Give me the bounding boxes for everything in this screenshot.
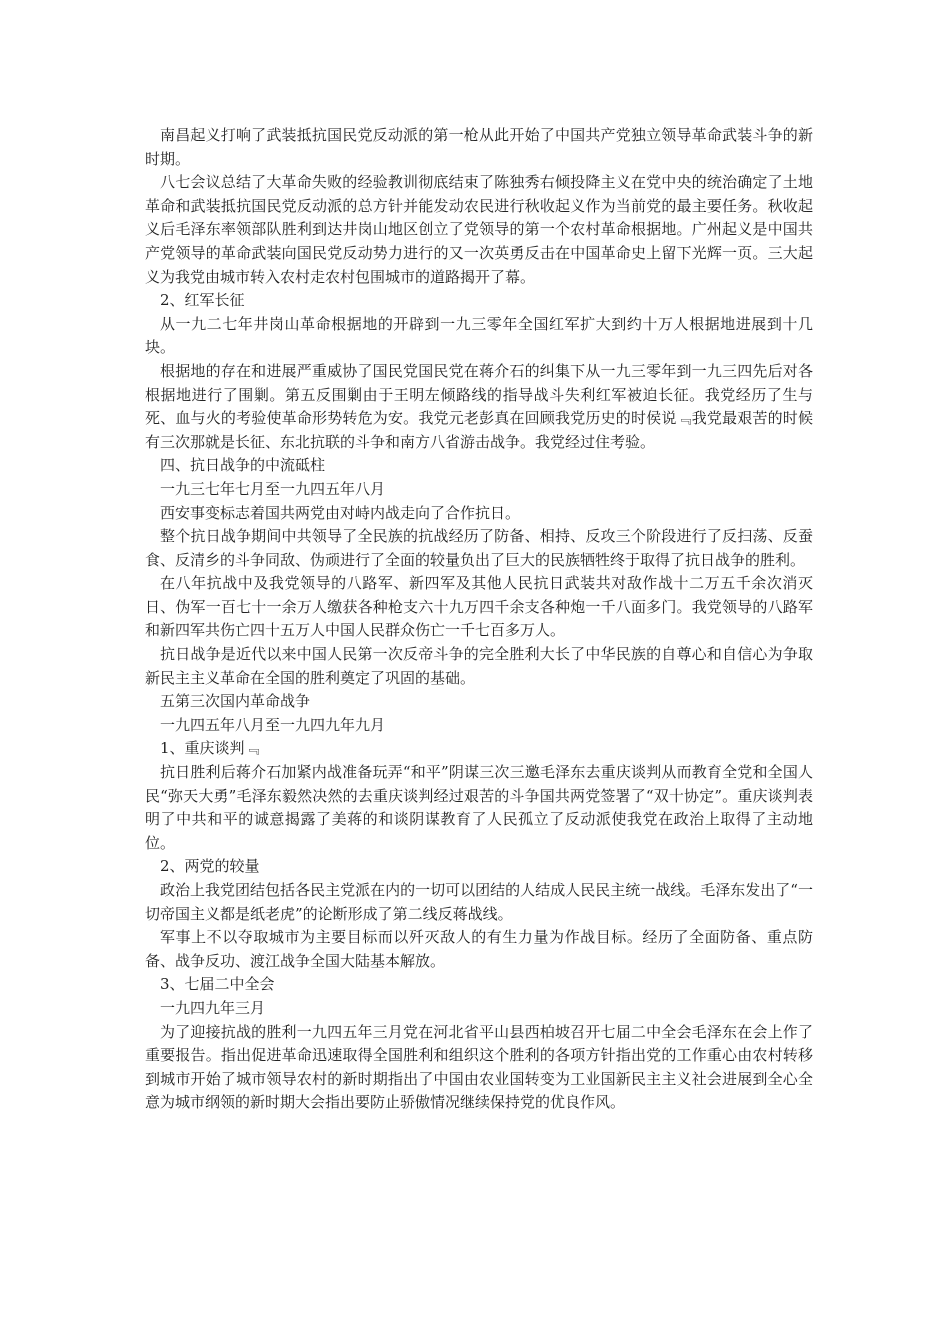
section-heading-third-civil-war: 五第三次国内革命战争 — [160, 692, 311, 711]
date-range-third-civil-war: 一九四五年八月至一九四九年九月 — [160, 715, 386, 734]
paragraph-august-seventh-meeting: 八七会议总结了大革命失败的经验教训彻底结束了陈独秀右倾投降主义在党中央的统治确定了土地革命和武装抵抗国民党反动派的总方针并能发动农民进行秋收起义作为当前党的最主要任务。秋收起义后毛泽东率领部队胜利到达井岗山地区创立了党领导的第一个农村革命根据地。广州起义是中国共产党领导的革命武装向国民党反动势力进行的又一次英勇反击在中国革命史上留下光辉一页。三大起义为我党由城市转入农村走农村包围城市的道路揭开了幕。 — [145, 173, 813, 286]
section-heading-anti-japanese-war: 四、抗日战争的中流砥柱 — [160, 456, 326, 475]
paragraph-second-plenary: 为了迎接抗战的胜利一九四五年三月党在河北省平山县西柏坡召开七届二中全会毛泽东在会上作了重要报告。指出促进革命迅速取得全国胜利和组织这个胜利的各项方针指出党的工作重心由农村转移到城市开始了城市领导农村的新时期指出了中国由农业国转变为工业国新民主主义社会进展到全心全意为城市纲领的新时期大会指出要防止骄傲情况继续保持党的优良作风。 — [145, 1022, 813, 1112]
date-second-plenary: 一九四九年三月 — [160, 998, 266, 1017]
subheading-chongqing-negotiation: 1、重庆谈判﹃ — [160, 739, 260, 758]
paragraph-victory-significance: 抗日战争是近代以来中国人民第一次反帝斗争的完全胜利大长了中华民族的自尊心和自信心为争取新民主主义革命在全国的胜利奠定了巩固的基础。 — [145, 645, 813, 687]
paragraph-chongqing-negotiation: 抗日胜利后蒋介石加紧内战准备玩弄“和平”阴谋三次三邀毛泽东去重庆谈判从而教育全党和全国人民“弥天大勇”毛泽东毅然决然的去重庆谈判经过艰苦的斗争国共两党签署了“双十协定”。重庆谈判表明了中共和平的诚意揭露了美蒋的和谈阴谋教育了人民孤立了反动派使我党在政治上取得了主动地位。 — [145, 763, 813, 852]
document-body — [145, 124, 813, 1115]
paragraph-xian-incident: 西安事变标志着国共两党由对峙内战走向了合作抗日。 — [160, 503, 521, 522]
paragraph-base-expansion: 从一九二七年井岗山革命根据地的开辟到一九三零年全国红军扩大到约十万人根据地进展到十几块。 — [145, 314, 813, 357]
subheading-two-parties-contest: 2、两党的较量 — [160, 857, 260, 876]
subheading-second-plenary: 3、七届二中全会 — [160, 975, 275, 994]
paragraph-three-stages: 整个抗日战争期间中共领导了全民族的抗战经历了防备、相持、反攻三个阶段进行了反扫荡、反蚕食、反清乡的斗争同敌、伪顽进行了全面的较量负出了巨大的民族牺牲终于取得了抗日战争的胜利。 — [145, 527, 813, 569]
date-range-anti-japanese-war: 一九三七年七月至一九四五年八月 — [160, 479, 386, 498]
paragraph-nanchang-uprising: 南昌起义打响了武装抵抗国民党反动派的第一枪从此开始了中国共产党独立领导革命武装斗争的新时期。 — [145, 126, 813, 168]
paragraph-encirclement: 根据地的存在和进展严重威协了国民党国民党在蒋介石的纠集下从一九三零年到一九三四先后对各根据地进行了围剿。第五反围剿由于王明左倾路线的指导战斗失利红军被迫长征。我党经历了生与死、血与火的考验使革命形势转危为安。我党元老彭真在回顾我党历史的时侯说﹃我党最艰苦的时候有三次那就是长征、东北抗联的斗争和南方八省游击战争。我党经过住考验。 — [145, 361, 813, 451]
paragraph-political-front: 政治上我党团结包括各民主党派在内的一切可以团结的人结成人民民主统一战线。毛泽东发出了“一切帝国主义都是纸老虎”的论断形成了第二线反蒋战线。 — [145, 881, 813, 923]
paragraph-military-front: 军事上不以夺取城市为主要目标而以歼灭敌人的有生力量为作战目标。经历了全面防备、重点防备、战争反功、渡江战争全国大陆基本解放。 — [145, 928, 813, 970]
section-heading-long-march: 2、红军长征 — [160, 291, 245, 310]
paragraph-eight-years-battles: 在八年抗战中及我党领导的八路军、新四军及其他人民抗日武装共对敌作战十二万五千余次消灭日、伪军一百七十一余万人缴获各种枪支六十九万四千余支各种炮一千八面多门。我党领导的八路军和新四军共伤亡四十五万人中国人民群众伤亡一千七百多万人。 — [145, 574, 813, 640]
